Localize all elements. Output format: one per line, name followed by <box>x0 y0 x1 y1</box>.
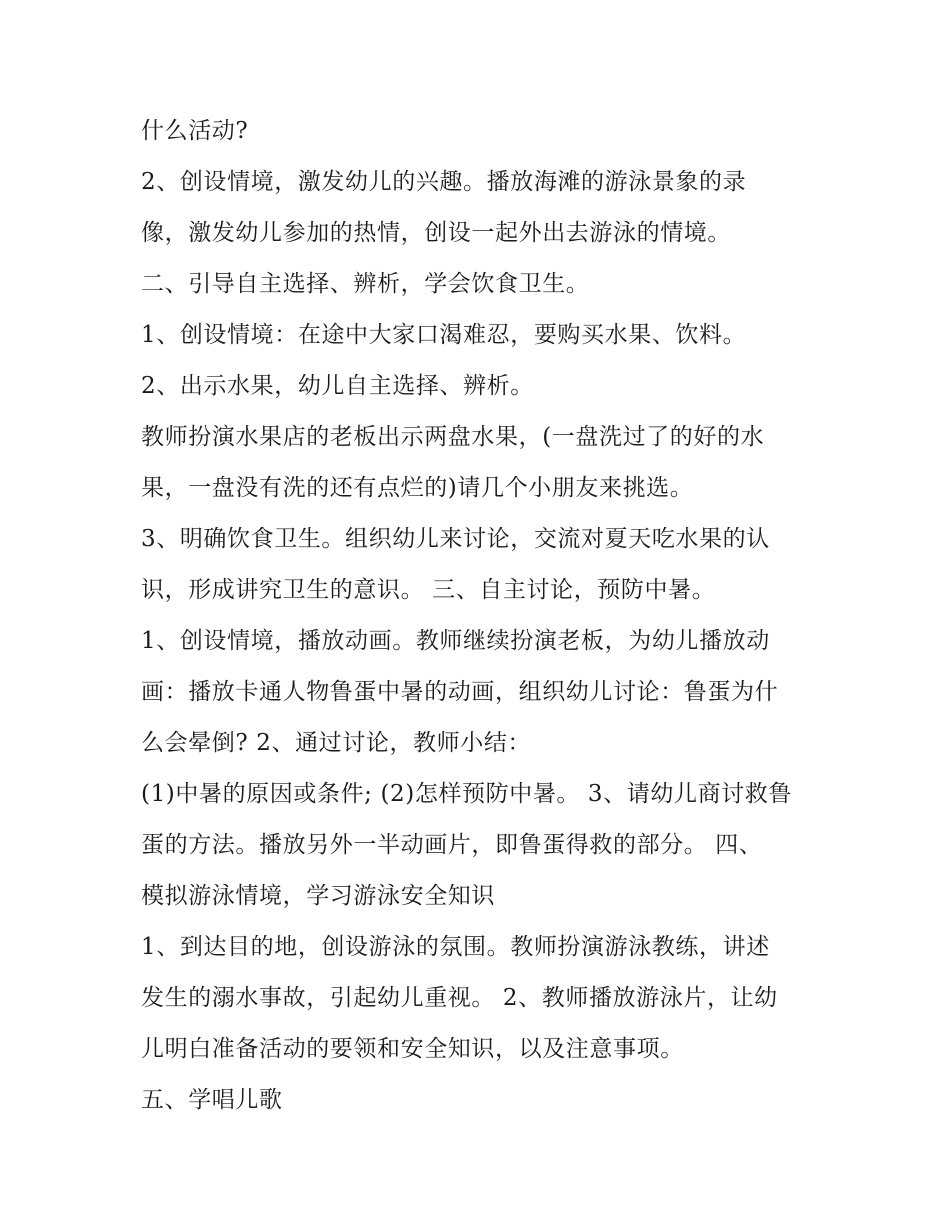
text-line: 识，形成讲究卫生的意识。 三、自主讨论，预防中暑。 <box>141 577 716 603</box>
section-heading: 五、学唱儿歌 <box>141 1087 283 1113</box>
section-heading: 二、引导自主选择、辨析，学会饮食卫生。 <box>141 271 590 297</box>
text-line: 1、创设情境：在途中大家口渴难忍，要购买水果、饮料。 <box>141 322 747 348</box>
text-line: 像，激发幼儿参加的热情，创设一起外出去游泳的情境。 <box>141 220 731 246</box>
text-line: 3、明确饮食卫生。组织幼儿来讨论，交流对夏天吃水果的认 <box>141 526 770 552</box>
text-line: 什么活动? <box>141 118 249 144</box>
text-line: 教师扮演水果店的老板出示两盘水果，(一盘洗过了的好的水 <box>141 424 765 450</box>
text-line: 画：播放卡通人物鲁蛋中暑的动画，组织幼儿讨论：鲁蛋为什 <box>141 679 779 705</box>
document-body <box>141 106 821 1126</box>
text-line: 儿明白准备活动的要领和安全知识，以及注意事项。 <box>141 1036 684 1062</box>
text-line: 1、创设情境，播放动画。教师继续扮演老板，为幼儿播放动 <box>141 628 770 654</box>
text-line: 2、出示水果，幼儿自主选择、辨析。 <box>141 373 534 399</box>
text-line: 模拟游泳情境，学习游泳安全知识 <box>141 883 495 909</box>
text-line: 果，一盘没有洗的还有点烂的)请几个小朋友来挑选。 <box>141 475 694 501</box>
text-line: 2、创设情境，激发幼儿的兴趣。播放海滩的游泳景象的录 <box>141 169 747 195</box>
text-line: 么会晕倒? 2、通过讨论，教师小结： <box>141 730 532 756</box>
text-line: 1、到达目的地，创设游泳的氛围。教师扮演游泳教练，讲述 <box>141 934 770 960</box>
text-line: 蛋的方法。播放另外一半动画片，即鲁蛋得救的部分。 四、 <box>141 832 763 858</box>
text-line: 发生的溺水事故，引起幼儿重视。 2、教师播放游泳片，让幼 <box>141 985 778 1011</box>
text-line: (1)中暑的原因或条件; (2)怎样预防中暑。 3、请幼儿商讨救鲁 <box>141 781 792 807</box>
